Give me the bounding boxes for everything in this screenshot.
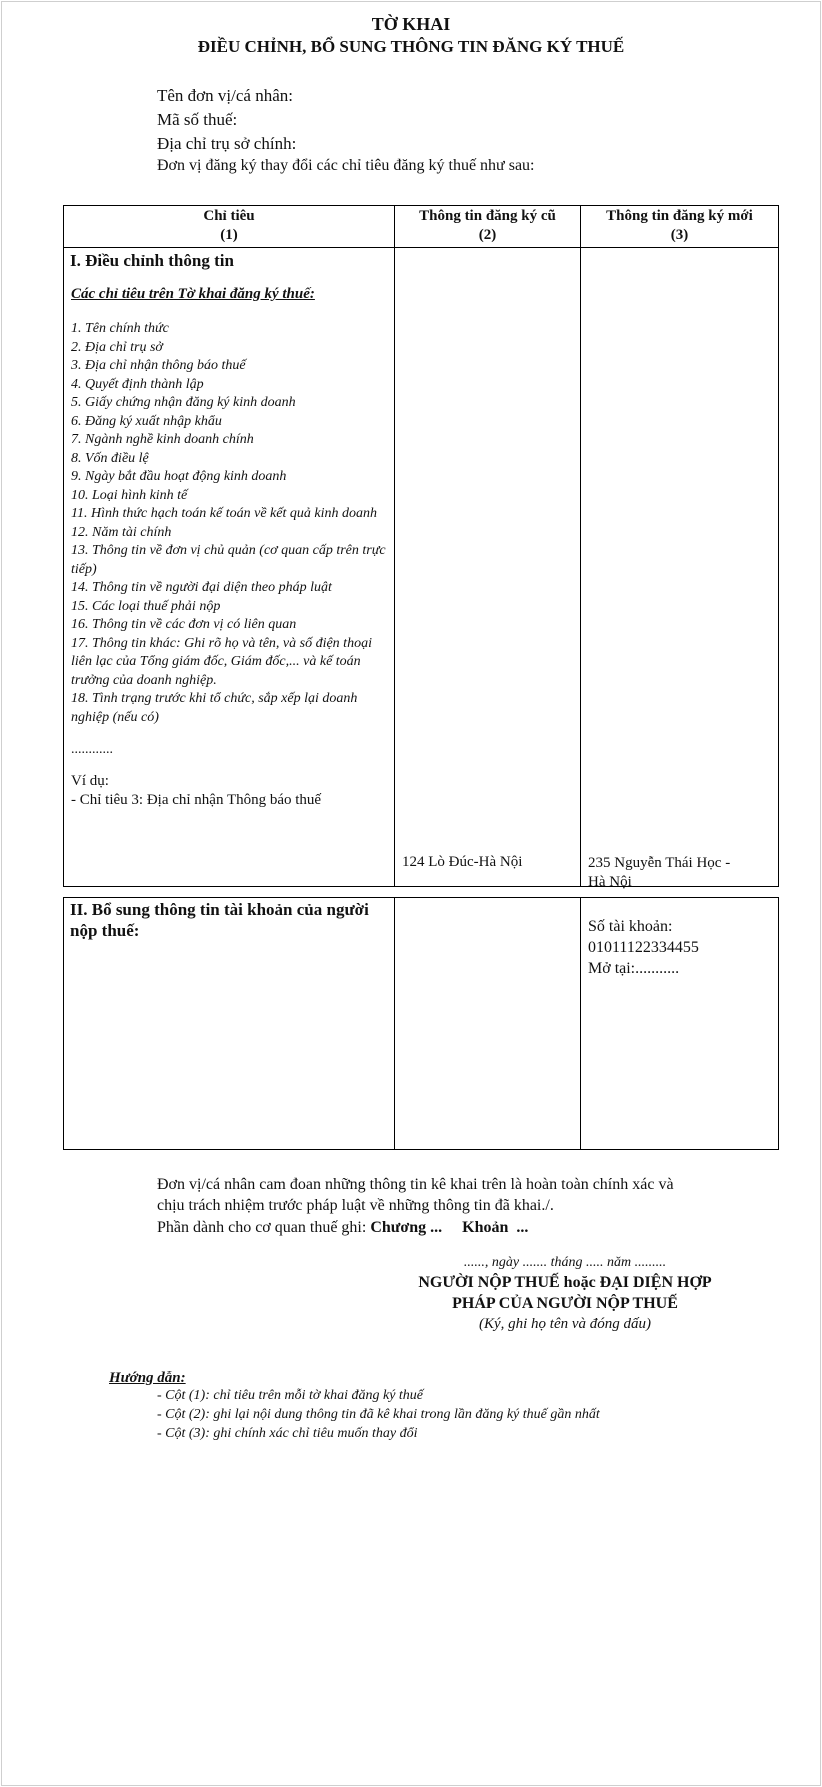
tax-office-fields: Chương ... Khoản ... [370, 1219, 529, 1236]
list-ellipsis: ............ [71, 742, 113, 757]
list-item: 15. Các loại thuế phải nộp [71, 598, 221, 614]
account-info [588, 916, 699, 979]
list-item: 5. Giấy chứng nhận đăng ký kinh doanh [71, 395, 296, 410]
guide-title: Hướng dẫn: [109, 1370, 186, 1386]
section2-new-cell [581, 898, 779, 1150]
form-title: TỜ KHAI [371, 14, 451, 34]
guide-line: - Cột (1): chỉ tiêu trên mỗi tờ khai đăng ký thuế [157, 1388, 424, 1403]
col2-header: Thông tin đăng ký cũ (2) [395, 206, 581, 248]
section2-title: II. Bổ sung thông tin tài khoản của người nộp thuế: [70, 900, 369, 940]
list-item: 6. Đăng ký xuất nhập khẩu [71, 413, 222, 429]
registration-table [63, 205, 779, 890]
section2-old-cell [395, 898, 581, 1150]
col3-header: Thông tin đăng ký mới (3) [581, 206, 779, 248]
criteria-list [71, 320, 391, 727]
section1-subhead: Các chỉ tiêu trên Tờ khai đăng ký thuế: [71, 286, 315, 302]
list-item: 11. Hình thức hạch toán kế toán về kết quả kinh doanh [71, 506, 377, 521]
section1-criteria-cell [64, 248, 395, 887]
section1-row [64, 248, 779, 887]
tax-office-line [157, 1218, 528, 1238]
account-table [63, 897, 779, 1150]
intro-text: Đơn vị đăng ký thay đổi các chỉ tiêu đăng ký thuế như sau: [157, 157, 535, 174]
list-item: 4. Quyết định thành lập [71, 376, 204, 392]
address-label: Địa chỉ trụ sở chính: [157, 134, 297, 153]
list-item: 13. Thông tin về đơn vị chủ quản (cơ quan cấp trên trực tiếp) [71, 543, 386, 577]
col1-header: Chỉ tiêu (1) [64, 206, 395, 248]
list-item: 14. Thông tin về người đại diện theo pháp luật [71, 580, 332, 595]
list-item: 18. Tình trạng trước khi tổ chức, sắp xếp lại doanh nghiệp (nếu có) [71, 691, 358, 725]
tax-code-label: Mã số thuế: [157, 110, 238, 129]
account-number: 01011122334455 [588, 939, 699, 956]
list-item: 1. Tên chính thức [71, 321, 169, 336]
section1-new-cell [581, 248, 779, 890]
example-block [71, 772, 394, 810]
example-new-value: 235 Nguyễn Thái Học - Hà Nội [588, 855, 731, 890]
commitment-line1: Đơn vị/cá nhân cam đoan những thông tin kê khai trên là hoàn toàn chính xác và [157, 1176, 674, 1193]
example-label: Ví dụ: [71, 773, 109, 789]
list-item: 17. Thông tin khác: Ghi rõ họ và tên, và số điện thoại liên lạc của Tổng giám đốc, Giám đốc,... và kế toán trưởng của doanh nghiệp. [71, 635, 372, 688]
name-label: Tên đơn vị/cá nhân: [157, 86, 293, 105]
account-label: Số tài khoản: [588, 918, 673, 935]
table-header-row [64, 206, 779, 248]
signer-title-line2: PHÁP CỦA NGƯỜI NỘP THUẾ [452, 1295, 678, 1312]
guide-line: - Cột (2): ghi lại nội dung thông tin đã kê khai trong lần đăng ký thuế gần nhất [157, 1407, 600, 1422]
account-bank: Mở tại:........... [588, 960, 680, 977]
list-item: 3. Địa chỉ nhận thông báo thuế [71, 358, 246, 373]
section2-row [64, 898, 779, 1150]
list-item: 8. Vốn điều lệ [71, 450, 149, 466]
sign-date-line: ......, ngày ....... tháng ..... năm ......... [463, 1255, 667, 1270]
section1-title: I. Điều chỉnh thông tin [70, 251, 234, 270]
signer-title-line1: NGƯỜI NỘP THUẾ hoặc ĐẠI DIỆN HỢP [418, 1274, 712, 1291]
section2-criteria-cell [64, 898, 395, 1150]
example-old-value: 124 Lò Đúc-Hà Nội [402, 854, 523, 870]
commitment-line2: chịu trách nhiệm trước pháp luật về những thông tin đã khai./. [157, 1197, 554, 1214]
tax-office-prefix: Phần dành cho cơ quan thuế ghi: [157, 1219, 371, 1236]
signature-note: (Ký, ghi họ tên và đóng dấu) [478, 1316, 652, 1332]
list-item: 2. Địa chỉ trụ sở [71, 339, 163, 355]
form-subtitle: ĐIỀU CHỈNH, BỔ SUNG THÔNG TIN ĐĂNG KÝ THUẾ [197, 37, 625, 56]
list-item: 12. Năm tài chính [71, 524, 172, 540]
list-item: 16. Thông tin về các đơn vị có liên quan [71, 617, 297, 632]
list-item: 10. Loại hình kinh tế [71, 487, 188, 503]
section1-old-cell [395, 248, 581, 887]
example-item: - Chỉ tiêu 3: Địa chỉ nhận Thông báo thuế [71, 792, 322, 808]
list-item: 9. Ngày bắt đầu hoạt động kinh doanh [71, 469, 287, 484]
list-item: 7. Ngành nghề kinh doanh chính [71, 432, 254, 447]
guide-line: - Cột (3): ghi chính xác chỉ tiêu muốn thay đổi [157, 1426, 418, 1441]
